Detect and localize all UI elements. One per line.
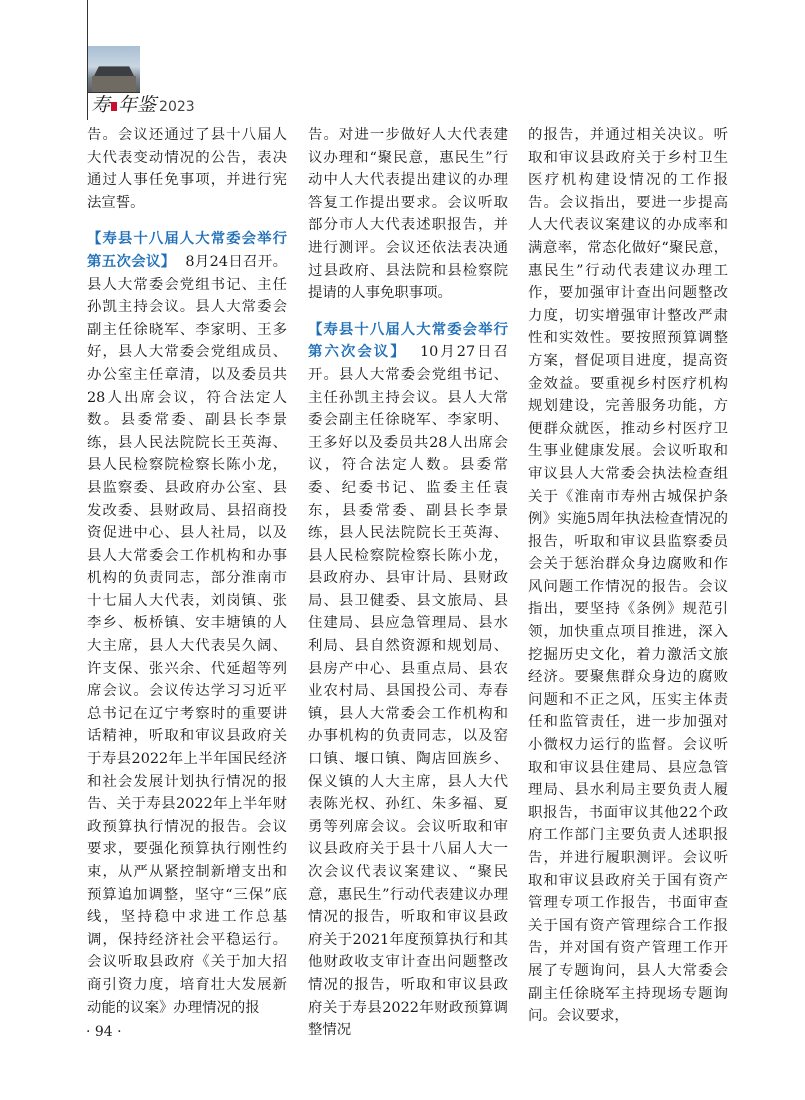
entry-body: 10月27日召开。县人大常委会党组书记、主任孙凯主持会议。县人大常委会副主任徐晓军、李家明、王多好以及委员共28人出席会议，符合法定人数。县委常委、纪委书记、监委主任袁东，县委常委、副县长李景练，县人民法院院长王英海、县人民检察院检察长陈小龙，县政府办、县审计局、县财政局、县卫健委、县文旅局、县住建局、县应急管理局、县水利局、县自然资源和规划局、县房产中心、县重点局、县农业农村局、县国投公司、寿春镇，县人大常委会工作机构和办事机构的负责同志，以及窑口镇、堰口镇、陶店回族乡、保义镇的人大主席，县人大代表陈光权、孙红、朱多福、夏勇等列席会议。会议听取和审议县政府关于县十八届人大一次会议代表议案建议、“聚民意，惠民生”行动代表建议办理情况的报告，听取和审议县政府关于2021年度预算执行和其他财政收支审计查出问题整改情况的报告，听取和审议县政府关于寿县2022年财政预算调整情况 [308, 344, 508, 1039]
text-column-3 [528, 124, 728, 1028]
seal-icon [111, 102, 117, 111]
logo-chars: 年鉴 [118, 94, 157, 116]
entry-paragraph [308, 319, 508, 1042]
entry-heading: 【寿县十八届人大常委会举行第五次会议】 [87, 230, 287, 270]
paragraph: 告。对进一步做好人大代表建议办理和“聚民意，惠民生”行动中人大代表提出建议的办理答复工作提出要求。会议听取部分市人大代表述职报告，并进行测评。会议还依法表决通过县政府、县法院和县检察院提请的人事免职事项。 [308, 127, 508, 302]
header-banner-photo [88, 46, 140, 92]
paragraph: 的报告，并通过相关决议。听取和审议县政府关于乡村卫生医疗机构建设情况的工作报告。会议指出，要进一步提高人大代表议案建议的办成率和满意率，常态化做好“聚民意，惠民生”行动代表建议办理工作，要加强审计查出问题整改力度，切实增强审计整改严肃性和实效性。要按照预算调整方案，督促项目进度，提高资金效益。要重视乡村医疗机构规划建设，完善服务功能，方便群众就医，推动乡村医疗卫生事业健康发展。会议听取和审议县人大常委会执法检查组关于《淮南市寿州古城保护条例》实施5周年执法检查情况的报告，听取和审议县监察委员会关于惩治群众身边腐败和作风问题工作情况的报告。会议指出，要坚持《条例》规范引领，加快重点项目推进，深入挖掘历史文化，着力激活文旅经济。要聚焦群众身边的腐败问题和不正之风，压实主体责任和监管责任，进一步加强对小微权力运行的监督。会议听取和审议县住建局、县应急管理局、县水利局主要负责人履职报告，书面审议其他22个政府工作部门主要负责人述职报告，并进行履职测评。会议听取和审议县政府关于国有资产管理专项工作报告，书面审查关于国有资产管理综合工作报告，并对国有资产管理工作开展了专题询问，县人大常委会副主任徐晓军主持现场专题询问。会议要求， [528, 127, 728, 1025]
entry-heading: 【寿县十八届人大常委会举行第六次会议】 [308, 320, 508, 361]
logo-char: 寿 [91, 94, 111, 116]
text-column-1 [87, 124, 287, 1019]
yearbook-logo [91, 90, 195, 114]
entry-body: 8月24日召开。县人大常委会党组书记、主任孙凯主持会议。县人大常委会副主任徐晓军、李家明、王多好，县人大常委会党组成员、办公室主任章清，以及委员共28人出席会议，符合法定人数。县委常委、副县长李景练，县人民法院院长王英海、县人民检察院检察长陈小龙，县监察委、县政府办公室、县发改委、县财政局、县招商投资促进中心、县人社局，以及县人大常委会工作机构和办事机构的负责同志，部分淮南市十七届人大代表，刘岗镇、张李乡、板桥镇、安丰塘镇的人大主席，县人大代表吴久阔、许支保、张兴余、代延超等列席会议。会议传达学习习近平总书记在辽宁考察时的重要讲话精神，听取和审议县政府关于寿县2022年上半年国民经济和社会发展计划执行情况的报告、关于寿县2022年上半年财政预算执行情况的报告。会议要求，要强化预算执行刚性约束，从严从紧控制新增支出和预算追加调整，坚守“三保”底线，坚持稳中求进工作总基调，保持经济社会平稳运行。会议听取县政府《关于加大招商引资力度，培育壮大发展新动能的议案》办理情况的报 [87, 253, 287, 1016]
gate-tower-roof [94, 64, 134, 76]
text-column-2 [308, 124, 508, 1042]
page-header [0, 0, 805, 120]
entry-paragraph [87, 228, 287, 1019]
page-number: · 94 · [86, 1024, 122, 1040]
yearbook-year: 2023 [159, 99, 195, 115]
paragraph: 告。会议还通过了县十八届人大代表变动情况的公告，表决通过人事任免事项，并进行宪法宣誓。 [87, 127, 287, 211]
